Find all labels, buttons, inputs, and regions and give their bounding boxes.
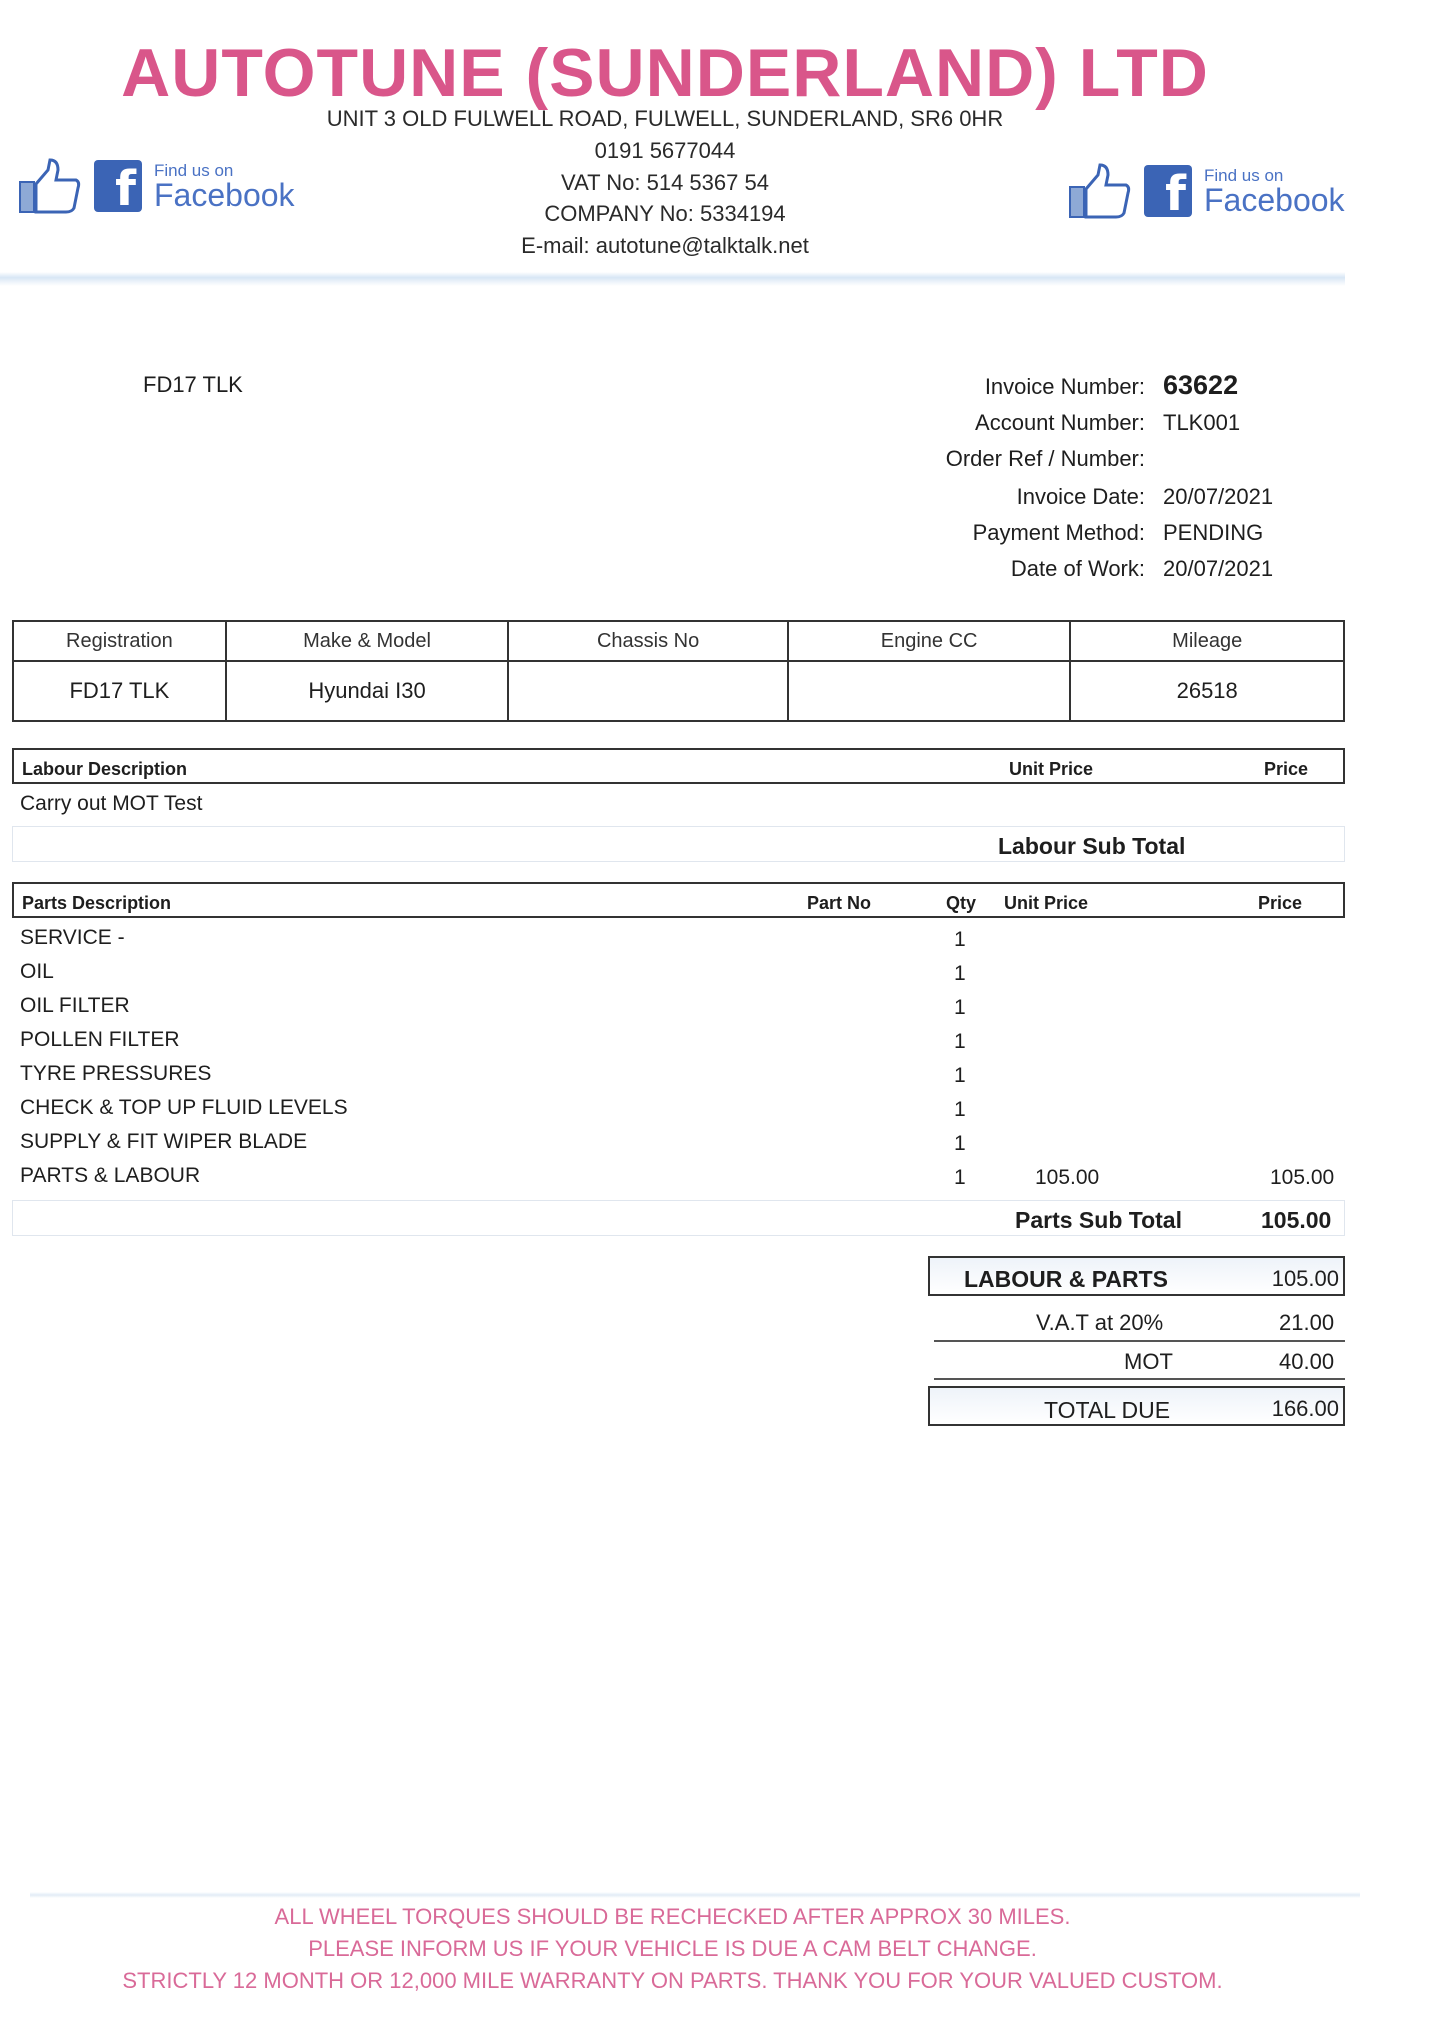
labour-subtotal-bar — [12, 826, 1345, 862]
total-due-label: TOTAL DUE — [1044, 1397, 1171, 1423]
payment-method-value: PENDING — [1163, 520, 1264, 545]
part-qty: 1 — [954, 1166, 966, 1189]
labour-parts-value: 105.00 — [1271, 1266, 1339, 1291]
footer-warranty-note: STRICTLY 12 MONTH OR 12,000 MILE WARRANTY ON PARTS. THANK YOU FOR YOUR VALUED CUSTOM. — [122, 1968, 1223, 1993]
parts-header — [12, 882, 1345, 918]
part-qty: 1 — [954, 1098, 966, 1121]
vehicle-registration: FD17 TLK — [13, 661, 226, 721]
labour-item: Carry out MOT Test — [20, 792, 203, 815]
part-qty: 1 — [954, 996, 966, 1019]
parts-qty-header: Qty — [946, 893, 977, 913]
part-description: CHECK & TOP UP FLUID LEVELS — [20, 1096, 348, 1119]
account-number-value: TLK001 — [1163, 410, 1241, 435]
footer-torque-note: ALL WHEEL TORQUES SHOULD BE RECHECKED AFTER APPROX 30 MILES. — [274, 1904, 1071, 1929]
facebook-text: Facebook — [154, 176, 295, 213]
vehicle-mileage: 26518 — [1070, 661, 1344, 721]
vehicle-chassis — [508, 661, 788, 721]
footer-cambelt-note: PLEASE INFORM US IF YOUR VEHICLE IS DUE A CAM BELT CHANGE. — [308, 1936, 1037, 1961]
vehicle-table — [12, 620, 1345, 722]
parts-partno-header: Part No — [807, 893, 872, 913]
table-row — [20, 1164, 1345, 1198]
header-divider — [0, 272, 1345, 286]
facebook-logo-icon: f — [1144, 165, 1192, 217]
table-row — [20, 1096, 1345, 1130]
table-row — [20, 926, 1345, 960]
company-phone: 0191 5677044 — [594, 138, 736, 163]
vat-value: 21.00 — [1279, 1310, 1335, 1335]
part-qty: 1 — [954, 962, 966, 985]
vehicle-engine — [788, 661, 1071, 721]
invoice-date-label: Invoice Date: — [1016, 484, 1145, 509]
facebook-badge-right[interactable] — [1068, 163, 1345, 222]
payment-method-label: Payment Method: — [972, 520, 1145, 545]
total-due-box — [928, 1386, 1345, 1426]
parts-subtotal-bar — [12, 1200, 1345, 1236]
company-address: UNIT 3 OLD FULWELL ROAD, FULWELL, SUNDERLAND, SR6 0HR — [326, 106, 1004, 131]
vehicle-header-make-model: Make & Model — [226, 621, 509, 661]
parts-price-header: Price — [1258, 893, 1303, 913]
mot-label: MOT — [1124, 1349, 1173, 1374]
part-price: 105.00 — [1270, 1166, 1335, 1189]
account-number-label: Account Number: — [975, 410, 1145, 435]
table-row — [20, 1062, 1345, 1096]
part-qty: 1 — [954, 928, 966, 951]
customer-registration: FD17 TLK — [143, 372, 243, 397]
parts-unit-price-header: Unit Price — [1004, 893, 1089, 913]
vehicle-header-registration: Registration — [13, 621, 226, 661]
part-qty: 1 — [954, 1132, 966, 1155]
labour-unit-price-header: Unit Price — [1009, 759, 1094, 779]
facebook-text: Facebook — [1204, 181, 1345, 218]
parts-desc-header: Parts Description — [22, 893, 172, 913]
facebook-logo-icon: f — [94, 160, 142, 212]
vat-label: V.A.T at 20% — [1036, 1310, 1164, 1335]
totals-divider — [934, 1378, 1345, 1380]
labour-price-header: Price — [1264, 759, 1309, 779]
company-number: COMPANY No: 5334194 — [544, 201, 786, 226]
vehicle-header-mileage: Mileage — [1070, 621, 1344, 661]
labour-parts-label: LABOUR & PARTS — [964, 1266, 1169, 1292]
parts-subtotal-value: 105.00 — [1261, 1207, 1332, 1233]
part-qty: 1 — [954, 1030, 966, 1053]
parts-subtotal-label: Parts Sub Total — [1015, 1207, 1182, 1233]
invoice-date-value: 20/07/2021 — [1163, 484, 1274, 509]
table-row — [20, 994, 1345, 1028]
part-qty: 1 — [954, 1064, 966, 1087]
date-of-work-value: 20/07/2021 — [1163, 556, 1274, 581]
table-row — [20, 960, 1345, 994]
part-description: TYRE PRESSURES — [20, 1062, 212, 1085]
part-description: OIL FILTER — [20, 994, 130, 1017]
total-due-value: 166.00 — [1271, 1396, 1339, 1421]
totals-divider — [934, 1340, 1345, 1342]
table-row — [20, 1028, 1345, 1062]
facebook-find-text: Find us on — [154, 160, 234, 180]
vehicle-header-chassis: Chassis No — [508, 621, 788, 661]
part-description: SERVICE - — [20, 926, 125, 949]
order-ref-label: Order Ref / Number: — [945, 446, 1145, 471]
table-row — [20, 1130, 1345, 1164]
facebook-badge-left[interactable] — [18, 158, 295, 217]
facebook-find-text: Find us on — [1204, 165, 1284, 185]
date-of-work-label: Date of Work: — [1010, 556, 1145, 581]
labour-subtotal-label: Labour Sub Total — [998, 833, 1186, 859]
labour-header — [12, 748, 1345, 784]
labour-desc-header: Labour Description — [22, 759, 188, 779]
vehicle-header-engine: Engine CC — [788, 621, 1071, 661]
invoice-number-value: 63622 — [1163, 370, 1239, 400]
part-description: POLLEN FILTER — [20, 1028, 180, 1051]
vehicle-make-model: Hyundai I30 — [226, 661, 509, 721]
company-email: E-mail: autotune@talktalk.net — [521, 233, 809, 258]
company-vat: VAT No: 514 5367 54 — [561, 170, 769, 195]
part-description: PARTS & LABOUR — [20, 1164, 201, 1187]
parts-list — [20, 926, 1345, 1198]
labour-parts-total-box — [928, 1256, 1345, 1296]
part-description: SUPPLY & FIT WIPER BLADE — [20, 1130, 308, 1153]
invoice-number-label: Invoice Number: — [984, 374, 1145, 399]
part-description: OIL — [20, 960, 54, 983]
footer-divider — [30, 1892, 1360, 1898]
company-name: AUTOTUNE (SUNDERLAND) LTD — [121, 35, 1209, 111]
thumbs-up-icon — [1068, 163, 1132, 219]
thumbs-up-icon — [18, 158, 82, 214]
mot-value: 40.00 — [1279, 1349, 1335, 1374]
part-unit-price: 105.00 — [1035, 1166, 1100, 1189]
